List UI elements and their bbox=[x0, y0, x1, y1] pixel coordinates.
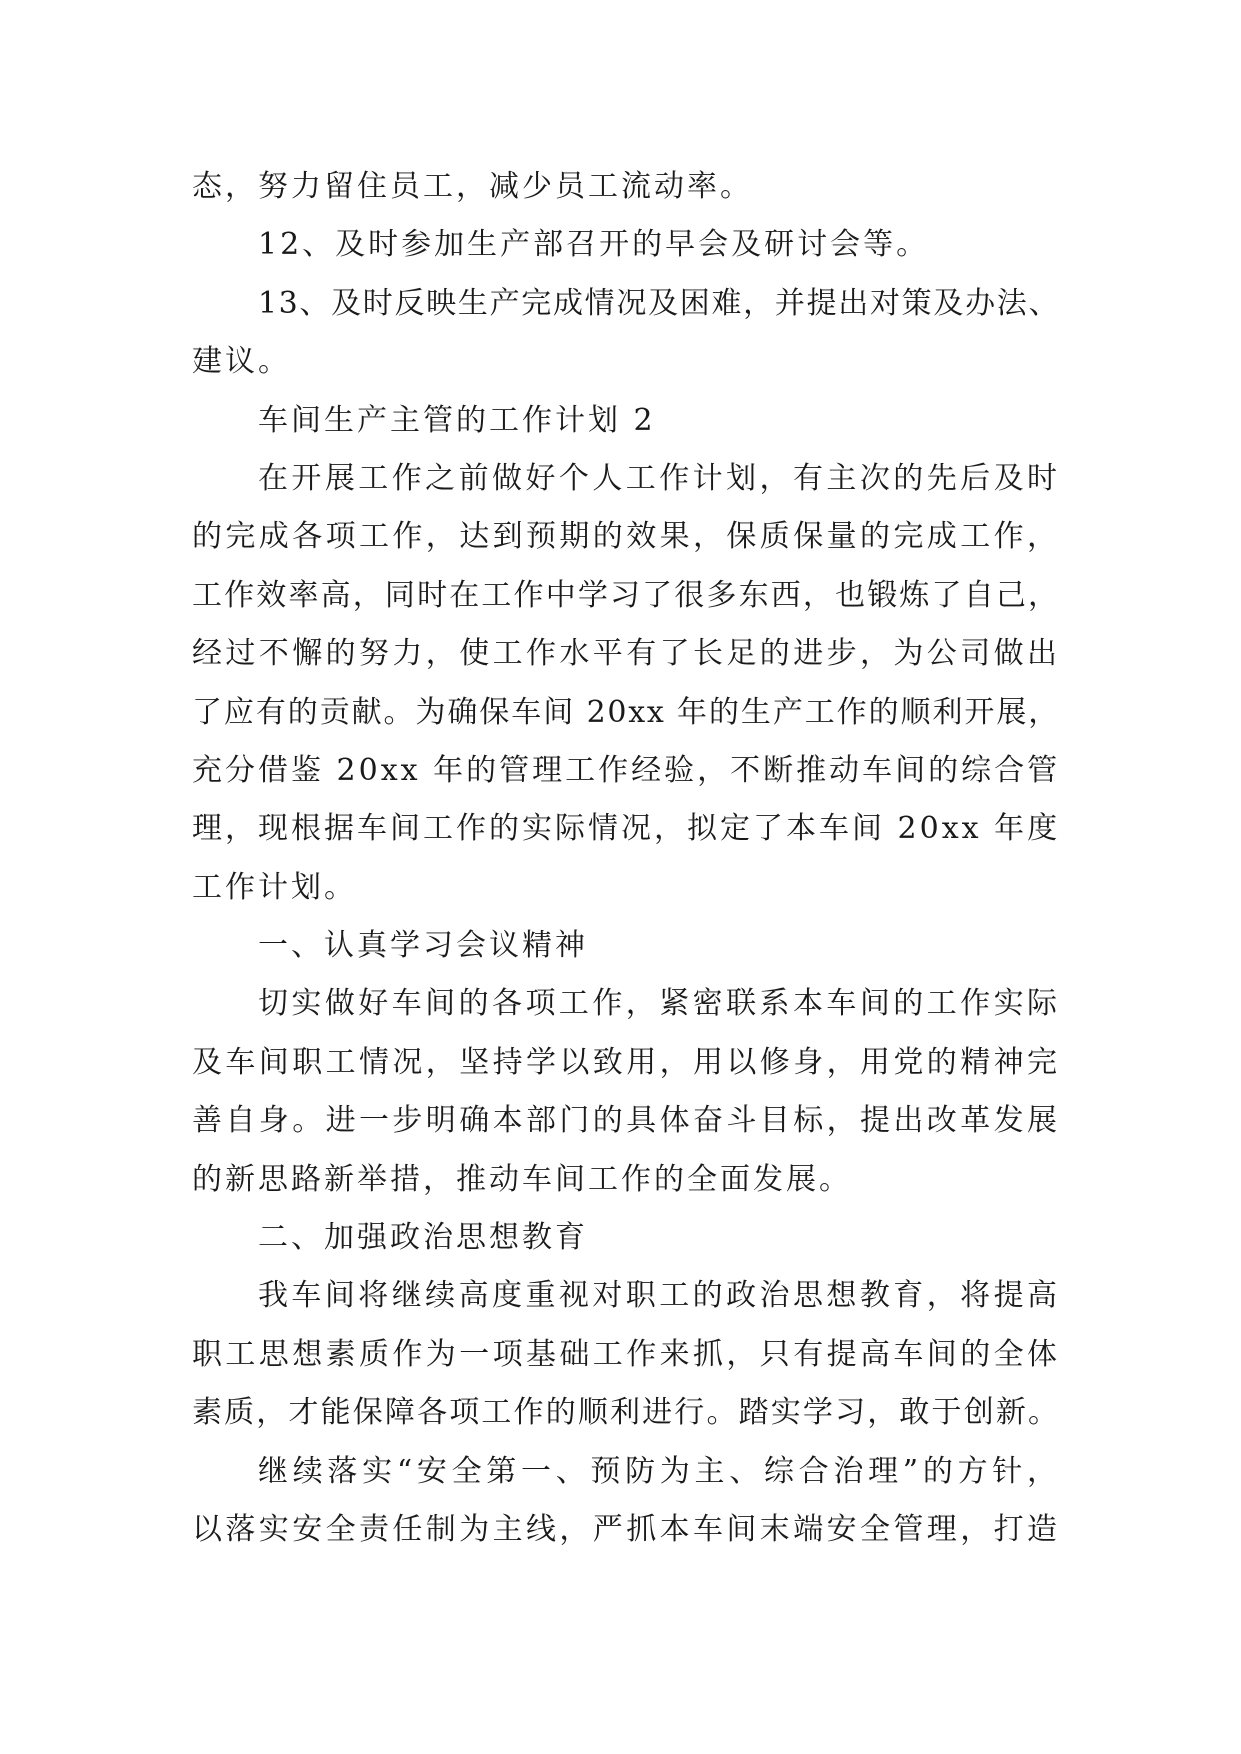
text-line: 善自身。进一步明确本部门的具体奋斗目标，提出改革发展 bbox=[192, 1103, 1060, 1139]
text-line: 继续落实“安全第一、预防为主、综合治理”的方针， bbox=[258, 1453, 1060, 1489]
text-line: 我车间将继续高度重视对职工的政治思想教育，将提高 bbox=[258, 1278, 1060, 1314]
text-line: 在开展工作之前做好个人工作计划，有主次的先后及时 bbox=[258, 460, 1060, 496]
text-line: 经过不懈的努力，使工作水平有了长足的进步，为公司做出 bbox=[192, 636, 1060, 672]
text-line: 二、加强政治思想教育 bbox=[258, 1220, 588, 1256]
text-line: 的完成各项工作，达到预期的效果，保质保量的完成工作， bbox=[192, 519, 1060, 555]
document-body bbox=[192, 158, 1060, 1559]
text-line: 以落实安全责任制为主线，严抓本车间末端安全管理，打造 bbox=[192, 1511, 1060, 1547]
text-line: 建议。 bbox=[192, 344, 291, 380]
text-line: 态，努力留住员工，减少员工流动率。 bbox=[192, 169, 753, 204]
text-line: 切实做好车间的各项工作，紧密联系本车间的工作实际 bbox=[258, 986, 1060, 1022]
text-line: 职工思想素质作为一项基础工作来抓，只有提高车间的全体 bbox=[192, 1336, 1060, 1372]
text-line: 素质，才能保障各项工作的顺利进行。踏实学习，敢于创新。 bbox=[192, 1395, 1060, 1431]
text-line: 充分借鉴 20xx 年的管理工作经验，不断推动车间的综合管 bbox=[192, 752, 1061, 788]
text-line: 理，现根据车间工作的实际情况，拟定了本车间 20xx 年度 bbox=[192, 811, 1061, 847]
text-line: 车间生产主管的工作计划 2 bbox=[258, 402, 656, 438]
text-line: 12、及时参加生产部召开的早会及研讨会等。 bbox=[258, 227, 930, 263]
text-line: 及车间职工情况，坚持学以致用，用以修身，用党的精神完 bbox=[192, 1044, 1060, 1080]
text-line: 13、及时反映生产完成情况及困难，并提出对策及办法、 bbox=[258, 285, 1060, 321]
text-line: 的新思路新举措，推动车间工作的全面发展。 bbox=[192, 1161, 852, 1197]
text-line: 工作效率高，同时在工作中学习了很多东西，也锻炼了自己， bbox=[192, 577, 1060, 613]
text-line: 一、认真学习会议精神 bbox=[258, 928, 588, 964]
text-line: 了应有的贡献。为确保车间 20xx 年的生产工作的顺利开展， bbox=[192, 694, 1060, 730]
text-line: 工作计划。 bbox=[192, 869, 357, 905]
